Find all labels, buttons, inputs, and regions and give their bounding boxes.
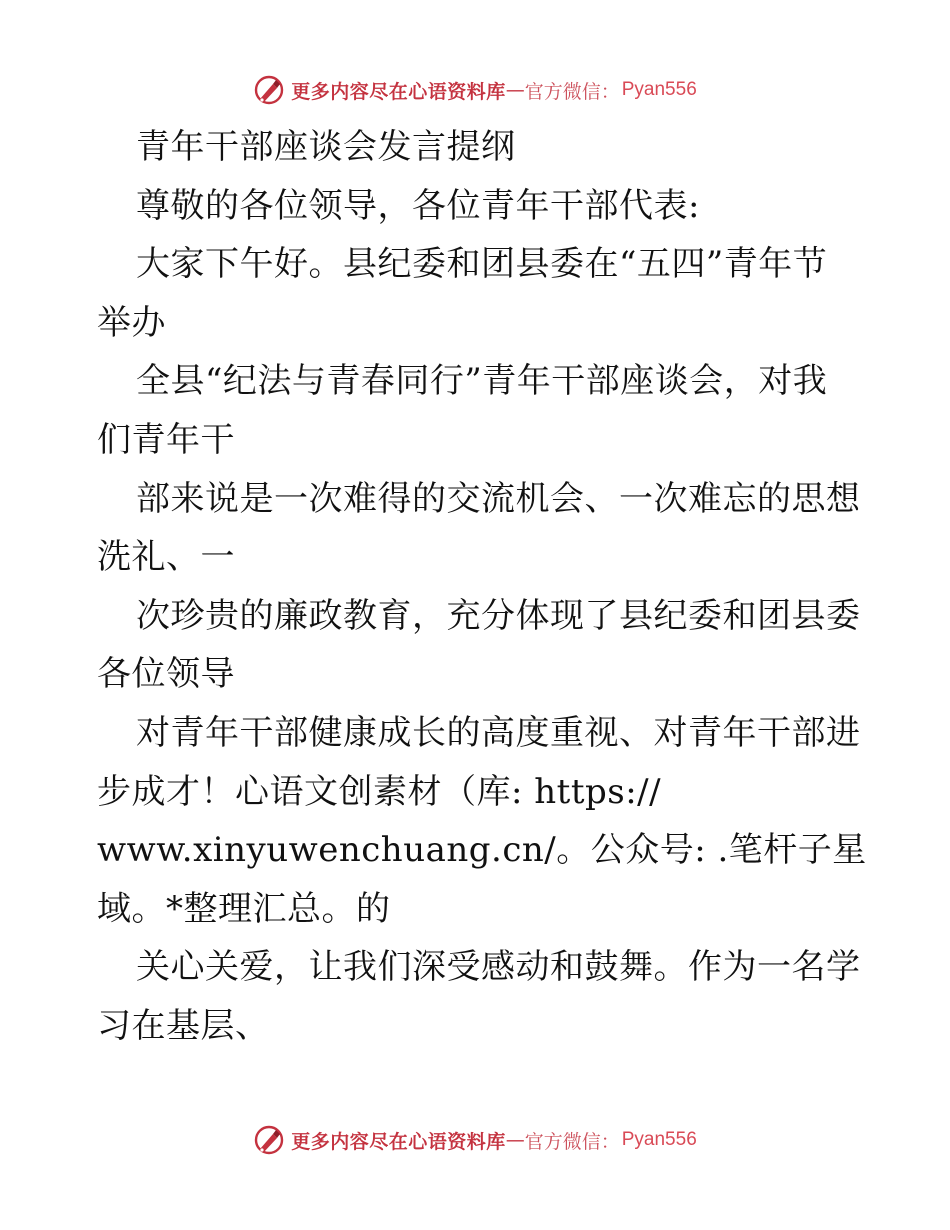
text-line: 举办 [97, 302, 166, 343]
banner-main-text: 更多内容尽在心语资料库 [291, 80, 506, 103]
banner-wechat-id: Pyan556 [621, 1129, 697, 1150]
pen-circle-logo-icon [253, 1124, 285, 1156]
text-line: 各位领导 [97, 654, 235, 695]
banner-separator: — [505, 1129, 525, 1151]
text-line: 关心关爱，让我们深受感动和鼓舞。作为一名学 [136, 947, 861, 988]
text-line: 们青年干 [97, 419, 235, 460]
banner-wechat-label: 官方微信： [524, 1130, 620, 1153]
document-body [97, 118, 897, 1056]
banner-main-text: 更多内容尽在心语资料库 [291, 1130, 506, 1153]
text-line: 次珍贵的廉政教育，充分体现了县纪委和团县委 [136, 595, 861, 636]
banner-separator: — [505, 79, 525, 101]
pen-circle-logo-icon [253, 74, 285, 106]
text-line: 域。*整理汇总。的 [97, 888, 391, 929]
text-line: 全县“纪法与青春同行”青年干部座谈会，对我 [136, 361, 828, 402]
text-line: 对青年干部健康成长的高度重视、对青年干部进 [136, 712, 861, 753]
text-line: 尊敬的各位领导，各位青年干部代表: [136, 185, 700, 226]
footer-banner [0, 1120, 950, 1160]
text-line: 青年干部座谈会发言提纲 [136, 127, 516, 167]
header-banner [0, 70, 950, 110]
text-line: 习在基层、 [97, 1005, 270, 1046]
text-line: 步成才！心语文创素材（库: https:// [97, 771, 662, 812]
text-line: 大家下午好。县纪委和团县委在“五四”青年节 [136, 244, 828, 285]
text-line: 洗礼、一 [97, 537, 235, 578]
banner-wechat-label: 官方微信： [524, 80, 620, 103]
banner-wechat-id: Pyan556 [621, 79, 697, 100]
text-line: 部来说是一次难得的交流机会、一次难忘的思想 [136, 478, 861, 519]
text-line: www.xinyuwenchuang.cn/。公众号: .笔杆子星 [97, 830, 867, 871]
